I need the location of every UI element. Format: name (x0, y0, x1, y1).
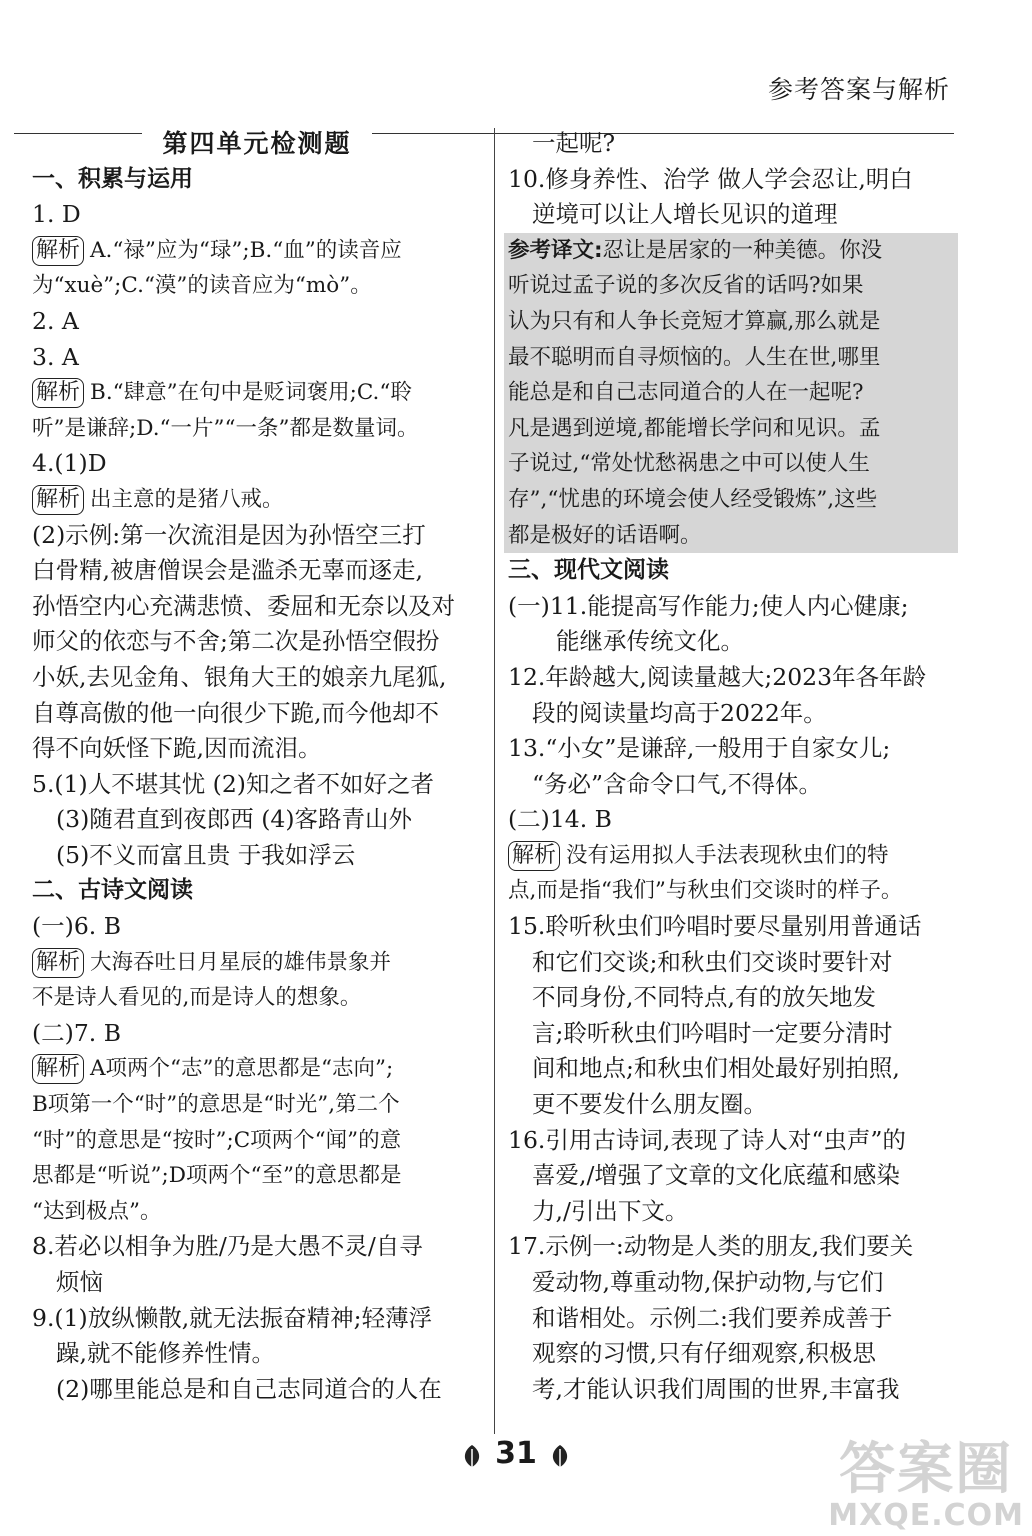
translation-line: 最不聪明而自寻烦恼的。人生在世,哪里 (508, 344, 881, 370)
analysis-line (32, 233, 482, 269)
answer-line: 师父的依恋与不舍;第二次是孙悟空假扮 (32, 627, 440, 656)
answer-line: 更不要发什么朋友圈。 (532, 1090, 767, 1119)
answer-line: 小妖,去见金角、银角大王的娘亲九尾狐, (32, 662, 447, 691)
answer-line: 17.示例一:动物是人类的朋友,我们要关 (508, 1232, 914, 1261)
answer-line: 和它们交谈;和秋虫们交谈时要针对 (532, 947, 893, 976)
watermark-url: MXQE.COM (828, 1498, 1024, 1533)
right-column (508, 126, 958, 1407)
answer-line: 逆境可以让人增长见识的道理 (532, 200, 838, 229)
answer-line: 言;聆听秋虫们吟唱时一定要分清时 (532, 1018, 893, 1047)
analysis-tag: 解析 (32, 236, 84, 266)
analysis-line (32, 1051, 482, 1087)
page-header-title: 参考答案与解析 (767, 75, 950, 104)
answer-line: 不同身份,不同特点,有的放矢地发 (532, 983, 876, 1012)
answer-line: 自尊高傲的他一向很少下跪,而今他却不 (32, 698, 439, 727)
answer-line: 10.修身养性、治学 做人学会忍让,明白 (508, 164, 913, 193)
answer-line: 力,/引出下文。 (532, 1196, 689, 1225)
site-watermark (828, 1437, 1024, 1533)
analysis-tag: 解析 (32, 378, 84, 408)
answer-line: 白骨精,被唐僧误会是滥杀无辜而逐走, (32, 556, 423, 585)
answer-line: “务必”含命令口气,不得体。 (532, 769, 822, 798)
answer-line: 5.(1)人不堪其忧 (2)知之者不如好之者 (32, 769, 434, 798)
answer-line: 9.(1)放纵懒散,就无法振奋精神;轻薄浮 (32, 1303, 433, 1332)
answer-line: (一)11.能提高写作能力;使人内心健康; (508, 591, 909, 620)
translation-text: 忍让是居家的一种美德。你没 (602, 237, 883, 263)
answer-line: 8.若必以相争为胜/乃是大愚不灵/自寻 (32, 1232, 423, 1261)
answer-line: (一)6. B (32, 912, 121, 941)
analysis-tag: 解析 (32, 1054, 84, 1084)
answer-line: 考,才能认识我们周围的世界,丰富我 (532, 1374, 900, 1403)
watermark-logo-text: 答案圈 (839, 1437, 1014, 1502)
analysis-line (32, 375, 482, 411)
answer-line: 12.年龄越大,阅读量越大;2023年各年龄 (508, 662, 927, 691)
answer-line: 爱动物,尊重动物,保护动物,与它们 (532, 1268, 884, 1296)
analysis-line: 思都是“听说”;D项两个“至”的意思都是 (32, 1163, 402, 1189)
answer-line: 4.(1)D (32, 449, 107, 478)
answer-line: 段的阅读量均高于2022年。 (532, 698, 827, 727)
translation-label: 参考译文: (508, 237, 603, 263)
analysis-line: “达到极点”。 (32, 1198, 162, 1224)
analysis-line: B项第一个“时”的意思是“时光”,第二个 (32, 1092, 400, 1118)
answer-line: 观察的习惯,只有仔细观察,积极思 (532, 1339, 876, 1368)
leaf-icon (459, 1442, 485, 1468)
answer-line: 13.“小女”是谦辞,一般用于自家女儿; (508, 734, 891, 763)
analysis-tag: 解析 (508, 841, 560, 871)
translation-line: 凡是遇到逆境,都能增长学问和见识。孟 (508, 415, 881, 441)
analysis-text: A.“禄”应为“琭”;B.“血”的读音应 (90, 237, 402, 263)
section-heading-2: 二、古诗文阅读 (32, 877, 193, 904)
translation-line: 存”,“忧患的环境会使人经受锻炼”,这些 (508, 486, 878, 512)
answer-line: 躁,就不能修养性情。 (56, 1339, 275, 1368)
leaf-icon (547, 1442, 573, 1468)
translation-line: 都是极好的话语啊。 (508, 522, 702, 548)
analysis-line (32, 482, 482, 518)
analysis-line: 不是诗人看见的,而是诗人的想象。 (32, 985, 362, 1011)
page-number: 31 (495, 1436, 537, 1471)
answer-line: (二)7. B (32, 1018, 121, 1047)
analysis-line: 点,而是指“我们”与秋虫们交谈时的样子。 (508, 878, 903, 904)
answer-line: 和谐相处。示例二:我们要养成善于 (532, 1303, 893, 1332)
translation-line: 能总是和自己志同道合的人在一起呢? (508, 380, 864, 406)
answer-line: 一起呢? (532, 129, 616, 157)
analysis-line: “时”的意思是“按时”;C项两个“闻”的意 (32, 1127, 402, 1153)
answer-line: 孙悟空内心充满悲愤、委屈和无奈以及对 (32, 591, 455, 620)
answer-line: 15.聆听秋虫们吟唱时要尽量别用普通话 (508, 912, 922, 941)
answer-line: 得不向妖怪下跪,因而流泪。 (32, 734, 322, 763)
analysis-line (508, 838, 958, 874)
answer-line: 烦恼 (56, 1268, 103, 1296)
left-column (32, 126, 482, 1407)
reference-translation-box (504, 233, 958, 553)
analysis-line (32, 945, 482, 981)
answer-line: 喜爱,/增强了文章的文化底蕴和感染 (532, 1161, 900, 1190)
analysis-text: 大海吞吐日月星辰的雄伟景象并 (90, 949, 392, 975)
analysis-line: 听”是谦辞;D.“一片”“一条”都是数量词。 (32, 415, 419, 441)
answer-line: (2)示例:第一次流泪是因为孙悟空三打 (32, 520, 426, 549)
section-heading-1: 一、积累与运用 (32, 165, 193, 192)
column-divider (494, 128, 495, 1434)
translation-line: 认为只有和人争长竞短才算赢,那么就是 (508, 308, 881, 334)
answer-line: 2. A (32, 306, 79, 335)
answer-line: 16.引用古诗词,表现了诗人对“虫声”的 (508, 1125, 906, 1154)
translation-line (508, 233, 954, 269)
analysis-line: 为“xuè”;C.“漠”的读音应为“mò”。 (32, 273, 372, 299)
translation-line: 听说过孟子说的多次反省的话吗?如果 (508, 273, 864, 299)
answer-line: 能继承传统文化。 (556, 627, 744, 656)
answer-line: 1. D (32, 200, 81, 229)
analysis-tag: 解析 (32, 948, 84, 978)
section-heading-3: 三、现代文阅读 (508, 557, 669, 584)
analysis-text: 没有运用拟人手法表现秋虫们的特 (566, 842, 889, 868)
answer-line: (2)哪里能总是和自己志同道合的人在 (56, 1374, 442, 1403)
answer-line: (3)随君直到夜郎西 (4)客路青山外 (56, 805, 413, 834)
answer-line: 间和地点;和秋虫们相处最好别拍照, (532, 1054, 900, 1083)
analysis-tag: 解析 (32, 485, 84, 515)
answer-line: 3. A (32, 342, 79, 371)
analysis-text: B.“肆意”在句中是贬词褒用;C.“聆 (90, 380, 412, 406)
analysis-text: A项两个“志”的意思都是“志向”; (90, 1056, 394, 1082)
analysis-text: 出主意的是猪八戒。 (90, 486, 284, 512)
answer-line: (5)不义而富且贵 于我如浮云 (56, 840, 356, 869)
answer-line: (二)14. B (508, 805, 612, 834)
unit-title: 第四单元检测题 (142, 126, 372, 162)
translation-line: 子说过,“常处忧愁祸患之中可以使人生 (508, 451, 870, 477)
